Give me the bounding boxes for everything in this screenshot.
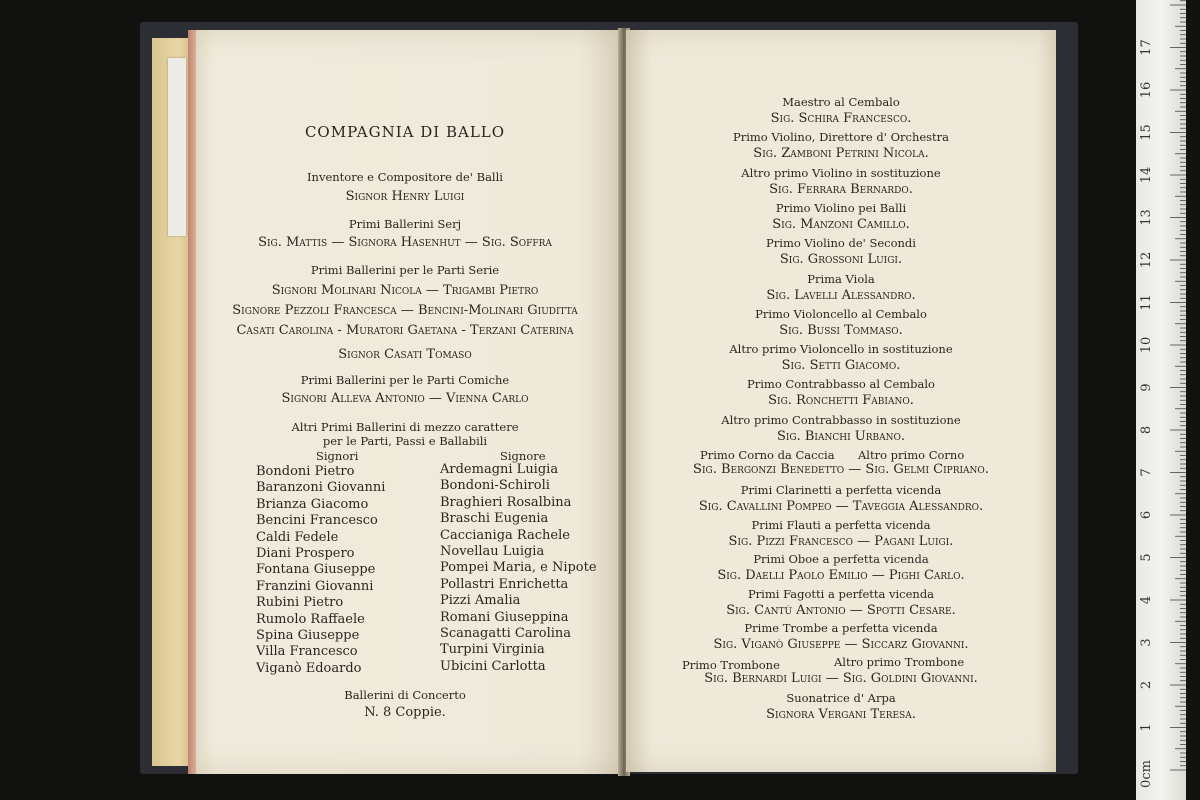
col-signori-heading: Signori bbox=[316, 449, 359, 463]
signori-name: Viganò Edoardo bbox=[256, 660, 362, 676]
orchestra-role: Altro primo Violoncello in sostituzione bbox=[729, 342, 953, 357]
signore-name: Ardemagni Luigia bbox=[440, 462, 559, 477]
signore-name: Novellau Luigia bbox=[440, 544, 545, 559]
signore-name: Braghieri Rosalbina bbox=[440, 494, 572, 510]
signori-name: Villa Francesco bbox=[256, 644, 358, 660]
signore-name: Pizzi Amalia bbox=[440, 593, 521, 609]
signore-name: Pollastri Enrichetta bbox=[440, 576, 569, 592]
comiche-names: Signori Alleva Antonio — Vienna Carlo bbox=[281, 391, 529, 406]
ruler-number: 11 bbox=[1139, 294, 1154, 311]
signori-name: Diani Prospero bbox=[256, 546, 355, 561]
col-signore-heading: Signore bbox=[500, 449, 546, 463]
orchestra-role: Prime Trombe a perfetta vicenda bbox=[744, 621, 938, 635]
orchestra-role: Primi Oboe a perfetta vicenda bbox=[753, 552, 929, 566]
orchestra-name: Sig. Ronchetti Fabiano. bbox=[768, 393, 914, 409]
orchestra-role: Prima Viola bbox=[807, 271, 875, 286]
ruler-number: 1 bbox=[1139, 723, 1154, 732]
ruler-number: 10 bbox=[1139, 336, 1154, 354]
corno-names: Sig. Bergonzi Benedetto — Sig. Gelmi Cipriano. bbox=[693, 462, 989, 477]
signore-name: Braschi Eugenia bbox=[440, 511, 549, 527]
orchestra-name: Sig. Grossoni Luigi. bbox=[779, 252, 903, 268]
trombone-role-left: Primo Trombone bbox=[682, 658, 780, 672]
page-title: COMPAGNIA DI BALLO bbox=[304, 123, 506, 141]
concerto-heading: Ballerini di Concerto bbox=[344, 688, 466, 702]
orchestra-role: Primi Fagotti a perfetta vicenda bbox=[747, 586, 935, 601]
ruler-number: 6 bbox=[1139, 510, 1154, 520]
orchestra-name: Sig. Cavallini Pompeo — Taveggia Alessandro. bbox=[698, 499, 984, 514]
signori-name: Fontana Giuseppe bbox=[256, 562, 376, 578]
signori-name: Bencini Francesco bbox=[256, 513, 378, 529]
ruler-number: 13 bbox=[1139, 209, 1154, 226]
concerto-value: N. 8 Coppie. bbox=[364, 705, 446, 720]
serj-heading: Primi Ballerini Serj bbox=[348, 217, 462, 231]
ruler-number: 3 bbox=[1139, 638, 1154, 647]
orchestra-name: Sig. Schira Francesco. bbox=[770, 111, 912, 126]
mezzo-heading-2: per le Parti, Passi e Ballabili bbox=[322, 434, 488, 448]
arpa-role: Suonatrice d' Arpa bbox=[786, 691, 896, 705]
signori-name: Rumolo Raffaele bbox=[256, 611, 365, 627]
orchestra-role: Altro primo Contrabbasso in sostituzione bbox=[721, 412, 961, 427]
ruler-number: 16 bbox=[1139, 81, 1154, 99]
inventore-name: Signor Henry Luigi bbox=[345, 189, 465, 204]
ruler-number: 5 bbox=[1139, 553, 1154, 562]
ruler-number: 4 bbox=[1139, 595, 1154, 605]
ruler-number: 7 bbox=[1139, 468, 1154, 477]
signori-name: Franzini Giovanni bbox=[256, 578, 374, 594]
signore-name: Pompei Maria, e Nipote bbox=[440, 560, 597, 576]
orchestra-name: Sig. Daelli Paolo Emilio — Pighi Carlo. bbox=[717, 568, 965, 583]
orchestra-name: Sig. Bussi Tommaso. bbox=[779, 322, 903, 338]
ruler-number: 15 bbox=[1139, 124, 1154, 141]
orchestra-name: Sig. Bianchi Urbano. bbox=[776, 428, 906, 444]
arpa-name: Signora Vergani Teresa. bbox=[766, 707, 916, 722]
signori-name: Caldi Fedele bbox=[256, 529, 339, 545]
signore-name: Caccianiga Rachele bbox=[440, 527, 570, 543]
serie-line-4: Signor Casati Tomaso bbox=[338, 347, 472, 362]
measuring-ruler bbox=[1136, 0, 1186, 800]
orchestra-name: Sig. Setti Giacomo. bbox=[781, 358, 901, 374]
left-page bbox=[188, 30, 622, 774]
ruler-number: 14 bbox=[1139, 166, 1154, 184]
signori-name: Brianza Giacomo bbox=[256, 496, 369, 512]
signori-name: Rubini Pietro bbox=[256, 595, 344, 611]
serie-line-1: Signori Molinari Nicola — Trigambi Pietro bbox=[271, 283, 539, 298]
orchestra-role: Primi Flauti a perfetta vicenda bbox=[751, 517, 931, 532]
inventore-heading: Inventore e Compositore de' Balli bbox=[307, 170, 503, 184]
white-paper-slip bbox=[168, 58, 186, 236]
serj-names: Sig. Mattis — Signora Hasenhut — Sig. Soffra bbox=[258, 235, 552, 250]
orchestra-name: Sig. Manzoni Camillo. bbox=[772, 216, 910, 232]
ruler-number: 2 bbox=[1139, 680, 1154, 690]
orchestra-role: Primo Violino, Direttore d' Orchestra bbox=[732, 130, 950, 145]
orchestra-name: Sig. Cantù Antonio — Spotti Cesare. bbox=[726, 602, 956, 618]
ruler-scale bbox=[1136, 0, 1186, 800]
orchestra-role: Primo Contrabbasso al Cembalo bbox=[747, 377, 935, 392]
orchestra-name: Sig. Ferrara Bernardo. bbox=[769, 181, 913, 197]
orchestra-role: Altro primo Violino in sostituzione bbox=[741, 165, 941, 180]
orchestra-role: Primi Clarinetti a perfetta vicenda bbox=[740, 483, 942, 497]
orchestra-name: Sig. Viganò Giuseppe — Siccarz Giovanni. bbox=[713, 637, 969, 652]
corno-role-left: Primo Corno da Caccia bbox=[700, 448, 835, 462]
orchestra-role: Maestro al Cembalo bbox=[782, 95, 900, 109]
orchestra-name: Sig. Zamboni Petrini Nicola. bbox=[753, 146, 929, 162]
signore-name: Romani Giuseppina bbox=[440, 609, 569, 625]
signore-name: Scanagatti Carolina bbox=[440, 626, 572, 641]
ruler-number: 12 bbox=[1139, 251, 1154, 269]
serie-line-2: Signore Pezzoli Francesca — Bencini-Molinari Giuditta bbox=[232, 303, 578, 318]
signori-name: Baranzoni Giovanni bbox=[256, 480, 386, 496]
right-page bbox=[626, 30, 1056, 772]
signori-name: Spina Giuseppe bbox=[256, 628, 360, 643]
ruler-number: 9 bbox=[1139, 383, 1154, 392]
comiche-heading: Primi Ballerini per le Parti Comiche bbox=[300, 373, 510, 387]
ruler-unit-label: 0cm bbox=[1139, 760, 1154, 788]
trombone-role-right: Altro primo Trombone bbox=[834, 655, 965, 669]
orchestra-role: Primo Violino pei Balli bbox=[775, 200, 907, 215]
trombone-names: Sig. Bernardi Luigi — Sig. Goldini Giovanni. bbox=[704, 671, 978, 686]
orchestra-name: Sig. Lavelli Alessandro. bbox=[766, 287, 916, 303]
signore-name: Bondoni-Schiroli bbox=[440, 478, 550, 494]
orchestra-name: Sig. Pizzi Francesco — Pagani Luigi. bbox=[728, 533, 954, 549]
ruler-number: 8 bbox=[1139, 425, 1154, 435]
mezzo-heading-1: Altri Primi Ballerini di mezzo carattere bbox=[291, 420, 519, 434]
ruler-number: 17 bbox=[1139, 39, 1154, 56]
signore-name: Ubicini Carlotta bbox=[440, 658, 546, 674]
orchestra-role: Primo Violoncello al Cembalo bbox=[755, 306, 927, 321]
serie-heading: Primi Ballerini per le Parti Serie bbox=[310, 263, 500, 277]
corno-role-right: Altro primo Corno bbox=[858, 448, 965, 462]
signori-name: Bondoni Pietro bbox=[256, 464, 355, 479]
signore-name: Turpini Virginia bbox=[440, 642, 545, 658]
serie-line-3: Casati Carolina - Muratori Gaetana - Terzani Caterina bbox=[236, 323, 574, 338]
orchestra-role: Primo Violino de' Secondi bbox=[766, 236, 916, 251]
